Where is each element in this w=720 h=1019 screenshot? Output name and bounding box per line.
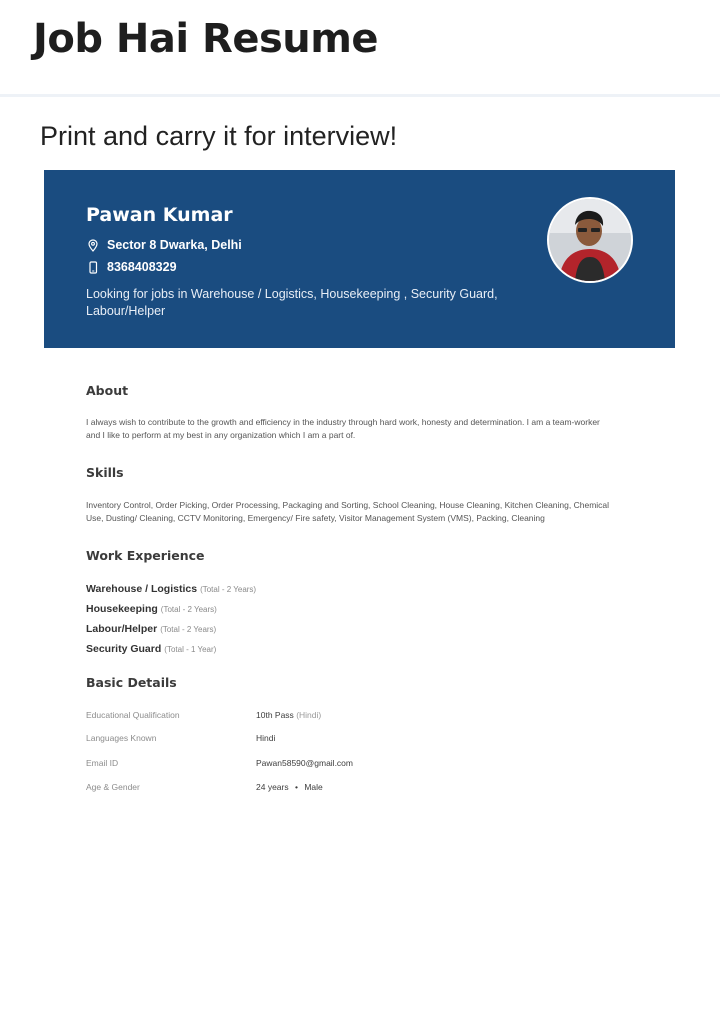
work-experience-heading: Work Experience <box>86 548 205 563</box>
about-heading: About <box>86 383 129 398</box>
experience-role: Warehouse / Logistics <box>86 583 198 595</box>
phone-number[interactable]: 8368408329 <box>107 260 177 274</box>
separator-dot-icon: • <box>294 782 298 792</box>
basic-details-heading: Basic Details <box>86 675 177 690</box>
avatar <box>547 197 633 283</box>
job-preferences: Looking for jobs in Warehouse / Logistics, Housekeeping , Security Guard, Labour/Helper <box>86 287 498 318</box>
experience-role: Housekeeping <box>86 603 158 615</box>
skills-text: Inventory Control, Order Picking, Order Processing, Packaging and Sorting, School Cleaning, House Cleaning, Kitchen Cleaning, Chemical Use, Dusting/ Cleaning, CCTV Monitoring, Emergency/ Fire safety, Visitor Management System (VMS), Packing, Cleaning <box>86 500 610 523</box>
app-title: Job Hai Resume <box>33 16 379 62</box>
experience-duration: (Total - 1 Year) <box>164 645 217 654</box>
email-value[interactable]: Pawan58590@gmail.com <box>256 758 353 768</box>
about-text: I always wish to contribute to the growth and efficiency in the industry through hard work, honesty and determination. I am a team-worker and I like to perform at my best in any organization which I am a part of. <box>86 417 600 440</box>
education-value <box>256 710 321 720</box>
app-header <box>0 0 720 97</box>
resume-header-banner <box>44 170 675 348</box>
age-gender-value <box>256 782 323 792</box>
experience-duration: (Total - 2 Years) <box>200 585 257 594</box>
education-level: 10th Pass <box>256 710 294 720</box>
experience-duration: (Total - 2 Years) <box>160 625 217 634</box>
experience-item <box>86 583 256 595</box>
skills-heading: Skills <box>86 465 124 480</box>
education-medium: (Hindi) <box>296 710 322 720</box>
experience-item <box>86 623 216 635</box>
gender-value: Male <box>304 782 323 792</box>
phone-row <box>87 260 177 274</box>
profile-photo-icon <box>549 199 631 281</box>
age-value: 24 years <box>256 782 289 792</box>
languages-value: Hindi <box>256 733 276 743</box>
email-label: Email ID <box>86 758 119 768</box>
candidate-name: Pawan Kumar <box>86 204 233 226</box>
location-pin-icon <box>87 239 99 252</box>
location-text: Sector 8 Dwarka, Delhi <box>107 238 242 252</box>
experience-item <box>86 643 216 655</box>
location-row <box>87 238 242 252</box>
phone-icon <box>87 261 99 274</box>
experience-role: Labour/Helper <box>86 623 158 635</box>
languages-label: Languages Known <box>86 733 157 743</box>
age-gender-label: Age & Gender <box>86 782 140 792</box>
experience-duration: (Total - 2 Years) <box>160 605 217 614</box>
experience-role: Security Guard <box>86 643 162 655</box>
education-label: Educational Qualification <box>86 710 180 720</box>
page-subtitle: Print and carry it for interview! <box>40 121 398 151</box>
experience-item <box>86 603 217 615</box>
